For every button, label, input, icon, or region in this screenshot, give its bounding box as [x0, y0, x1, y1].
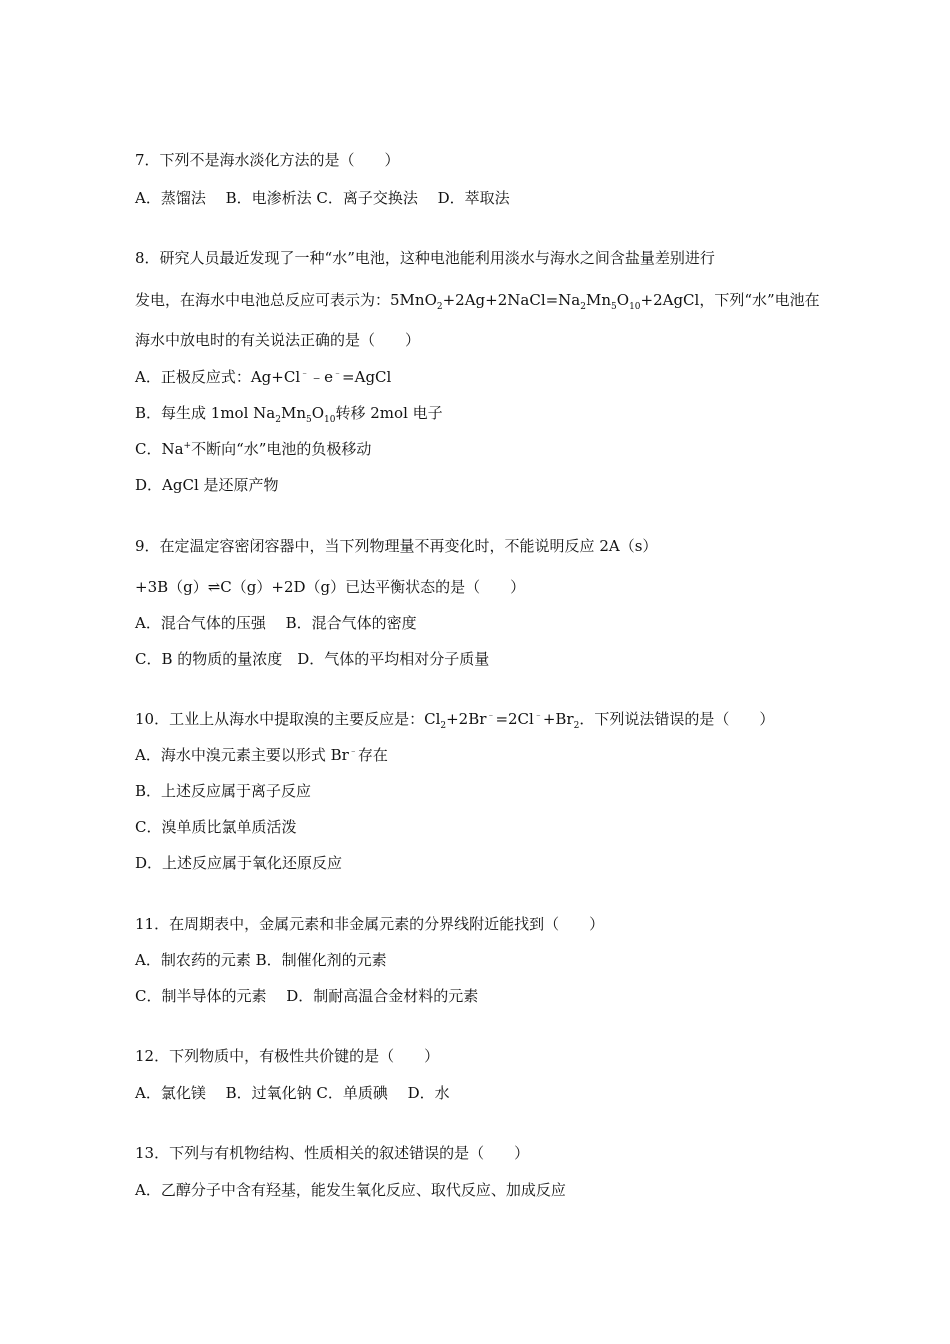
subscript: 10: [629, 302, 641, 312]
question-11-options-ab: A．制农药的元素 B．制催化剂的元素: [135, 951, 387, 969]
text: C．Na: [135, 440, 184, 458]
question-12-options: A．氯化镁 B．过氧化钠 C．单质碘 D．水: [135, 1084, 450, 1102]
text: ﹣e: [309, 368, 334, 386]
question-9-options-cd: C．B 的物质的量浓度 D．气体的平均相对分子质量: [135, 650, 490, 668]
question-8-option-b: [135, 403, 443, 423]
question-11-options-cd: C．制半导体的元素 D．制耐高温合金材料的元素: [135, 987, 479, 1005]
subscript: 2: [440, 721, 447, 731]
question-8-stem-line-2: [135, 290, 820, 310]
text: 10．工业上从海水中提取溴的主要反应是：Cl: [135, 710, 441, 728]
superscript: ﹣: [300, 369, 310, 379]
subscript: 2: [275, 415, 281, 425]
text: 发电，在海水中电池总反应可表示为：5MnO: [135, 291, 437, 309]
subscript: 2: [436, 302, 443, 312]
superscript: ﹣: [348, 747, 358, 757]
text: +2Br: [446, 710, 487, 728]
text: =2Cl: [495, 710, 534, 728]
text: +2Ag+2NaCl=Na: [442, 291, 581, 309]
subscript: 2: [580, 302, 586, 312]
question-13-option-a: A．乙醇分子中含有羟基，能发生氧化反应、取代反应、加成反应: [135, 1181, 566, 1199]
text: 存在: [357, 746, 388, 764]
superscript: ﹣: [533, 711, 543, 721]
text: O: [616, 291, 630, 309]
text: 转移 2mol 电子: [335, 404, 443, 422]
question-7-stem: 7．下列不是海水淡化方法的是（ ）: [135, 151, 400, 169]
text: Mn: [280, 404, 306, 422]
text: Mn: [585, 291, 612, 309]
subscript: 5: [306, 415, 312, 425]
text: B．每生成 1mol Na: [135, 404, 276, 422]
question-10-option-a: [135, 745, 388, 765]
text: O: [311, 404, 325, 422]
text: =AgCl: [342, 368, 392, 386]
subscript: 5: [611, 302, 617, 312]
superscript: ﹣: [486, 711, 496, 721]
text: +Br: [542, 710, 574, 728]
question-8-stem-line-1: 8．研究人员最近发现了一种“水”电池，这种电池能利用淡水与海水之间含盐量差别进行: [135, 249, 715, 267]
question-10-option-d: D．上述反应属于氧化还原反应: [135, 854, 343, 872]
text: ．下列说法错误的是（ ）: [579, 710, 775, 728]
text: A．海水中溴元素主要以形式 Br: [135, 746, 349, 764]
text: A．正极反应式：Ag+Cl: [135, 368, 301, 386]
text: 不断向“水”电池的负极移动: [191, 440, 372, 458]
question-10-stem: [135, 709, 774, 729]
question-8-stem-line-3: 海水中放电时的有关说法正确的是（ ）: [135, 331, 421, 349]
superscript: ﹣: [333, 369, 343, 379]
question-8-option-c: [135, 439, 371, 459]
question-10-option-c: C．溴单质比氯单质活泼: [135, 818, 297, 836]
subscript: 2: [573, 721, 580, 731]
question-9-options-ab: A．混合气体的压强 B．混合气体的密度: [135, 614, 417, 632]
question-8-option-d: D．AgCl 是还原产物: [135, 476, 279, 494]
question-10-option-b: B．上述反应属于离子反应: [135, 782, 312, 800]
text: +2AgCl，下列“水”电池在: [640, 291, 820, 309]
question-13-stem: 13．下列与有机物结构、性质相关的叙述错误的是（ ）: [135, 1144, 530, 1162]
question-8-option-a: [135, 367, 391, 387]
question-12-stem: 12．下列物质中，有极性共价键的是（ ）: [135, 1047, 440, 1065]
question-9-stem-line-1: 9．在定温定容密闭容器中，当下列物理量不再变化时，不能说明反应 2A（s）: [135, 537, 658, 555]
question-7-options: A．蒸馏法 B．电渗析法 C．离子交换法 D．萃取法: [135, 189, 510, 207]
subscript: 10: [324, 415, 336, 425]
question-11-stem: 11．在周期表中，金属元素和非金属元素的分界线附近能找到（ ）: [135, 915, 605, 933]
superscript: +: [183, 441, 192, 451]
question-9-stem-line-2: +3B（g）⇌C（g）+2D（g）已达平衡状态的是（ ）: [135, 578, 526, 596]
